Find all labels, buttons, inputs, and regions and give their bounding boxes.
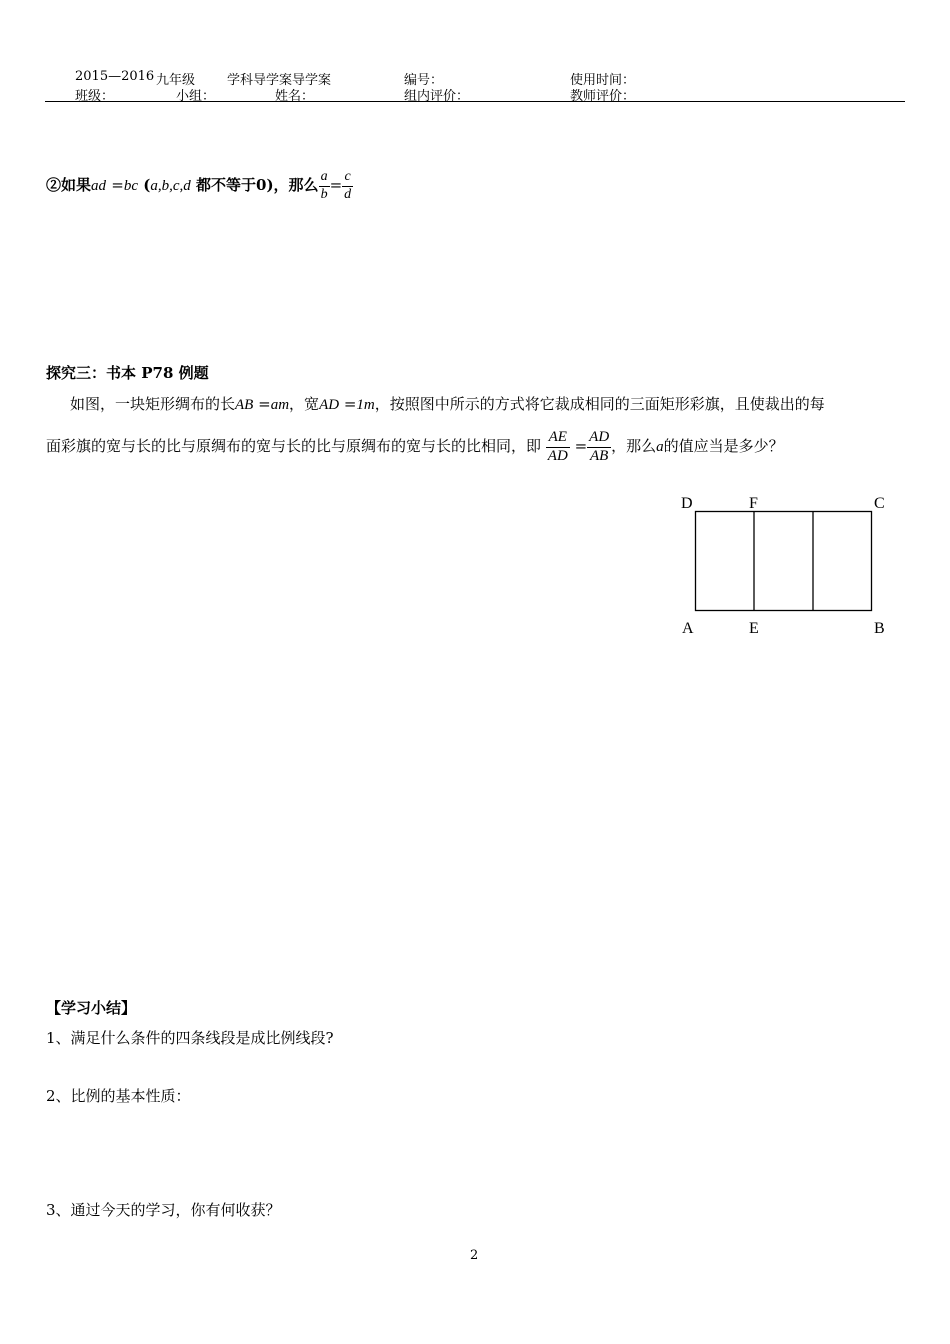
- text: 面彩旗的宽与长的比与原绸布的宽与长的比与原绸布的宽与长的比相同，即: [46, 437, 542, 455]
- text: ，那么: [611, 437, 657, 455]
- cond-vars: a,b,c,d: [150, 178, 191, 194]
- page-number: 2: [470, 1248, 479, 1263]
- header-grade: 九年级: [156, 73, 196, 88]
- property-if-text: 如果: [61, 176, 92, 194]
- var-1m: 1m: [356, 397, 375, 413]
- var-am: am: [270, 397, 290, 413]
- eq-sign: =: [343, 395, 357, 413]
- explore3-line2: [46, 424, 784, 469]
- text: 的值应当是多少？: [663, 437, 784, 455]
- eq-rhs: bc: [123, 178, 139, 194]
- rectangle-figure: [676, 490, 891, 640]
- var-ab: AB: [235, 397, 254, 413]
- frac-den: AB: [587, 447, 611, 465]
- fraction-ad-over-ab: [587, 429, 611, 465]
- header-group-eval-label: 组内评价：: [404, 89, 470, 104]
- summary-heading: 【学习小结】: [46, 999, 137, 1017]
- header-name-label: 姓名：: [275, 89, 315, 104]
- eq2-sign: =: [329, 176, 343, 194]
- label-f: F: [749, 495, 758, 512]
- header-title: 学科导学案导学案: [227, 73, 332, 88]
- summary-q3: 3、通过今天的学习，你有何收获？: [46, 1201, 281, 1219]
- label-e: E: [749, 620, 759, 637]
- fraction-a-over-b: [319, 169, 330, 202]
- explore3-line1: [70, 393, 825, 414]
- var-ad: AD: [319, 397, 340, 413]
- fraction-c-over-d: [342, 169, 353, 202]
- header-number-label: 编号：: [404, 73, 444, 88]
- eq-sign: =: [574, 437, 588, 455]
- label-b: B: [874, 620, 885, 637]
- header-year: 2015—2016: [75, 69, 155, 84]
- header-teacher-eval-label: 教师评价：: [570, 89, 636, 104]
- eq-lhs: ad: [91, 178, 107, 194]
- text: ，宽: [289, 395, 320, 413]
- text: ，按照图中所示的方式将它裁成相同的三面矩形彩旗，且使裁出的每: [374, 395, 825, 413]
- var-a: a: [656, 439, 664, 455]
- cond-open: (: [143, 176, 151, 194]
- property-marker: ②: [46, 176, 62, 194]
- fraction-ae-over-ad: [546, 429, 570, 465]
- eq-sign: =: [111, 176, 124, 194]
- header-rule: [45, 101, 905, 102]
- label-c: C: [874, 495, 885, 512]
- frac-den: d: [344, 186, 352, 202]
- summary-q1: 1、满足什么条件的四条线段是成比例线段?: [46, 1029, 334, 1047]
- frac-num: c: [344, 169, 351, 185]
- frac-num: AE: [548, 429, 567, 446]
- explore3-heading: 探究三：书本 P78 例题: [46, 364, 209, 382]
- header-class-label: 班级：: [75, 89, 115, 104]
- frac-den: b: [320, 186, 328, 202]
- header-group-label: 小组：: [176, 89, 216, 104]
- header-use-time-label: 使用时间：: [570, 73, 636, 88]
- eq-sign: =: [258, 395, 271, 413]
- property-2: [46, 166, 353, 205]
- outer-rectangle: [696, 512, 872, 611]
- label-a: A: [682, 620, 694, 637]
- summary-q2: 2、比例的基本性质：: [46, 1087, 191, 1105]
- cond-text: 都不等于0)，那么: [196, 176, 319, 194]
- text: 如图，一块矩形绸布的长: [70, 395, 236, 413]
- frac-num: a: [320, 169, 328, 185]
- label-d: D: [681, 495, 693, 512]
- frac-num: AD: [589, 429, 610, 446]
- frac-den: AD: [547, 447, 568, 464]
